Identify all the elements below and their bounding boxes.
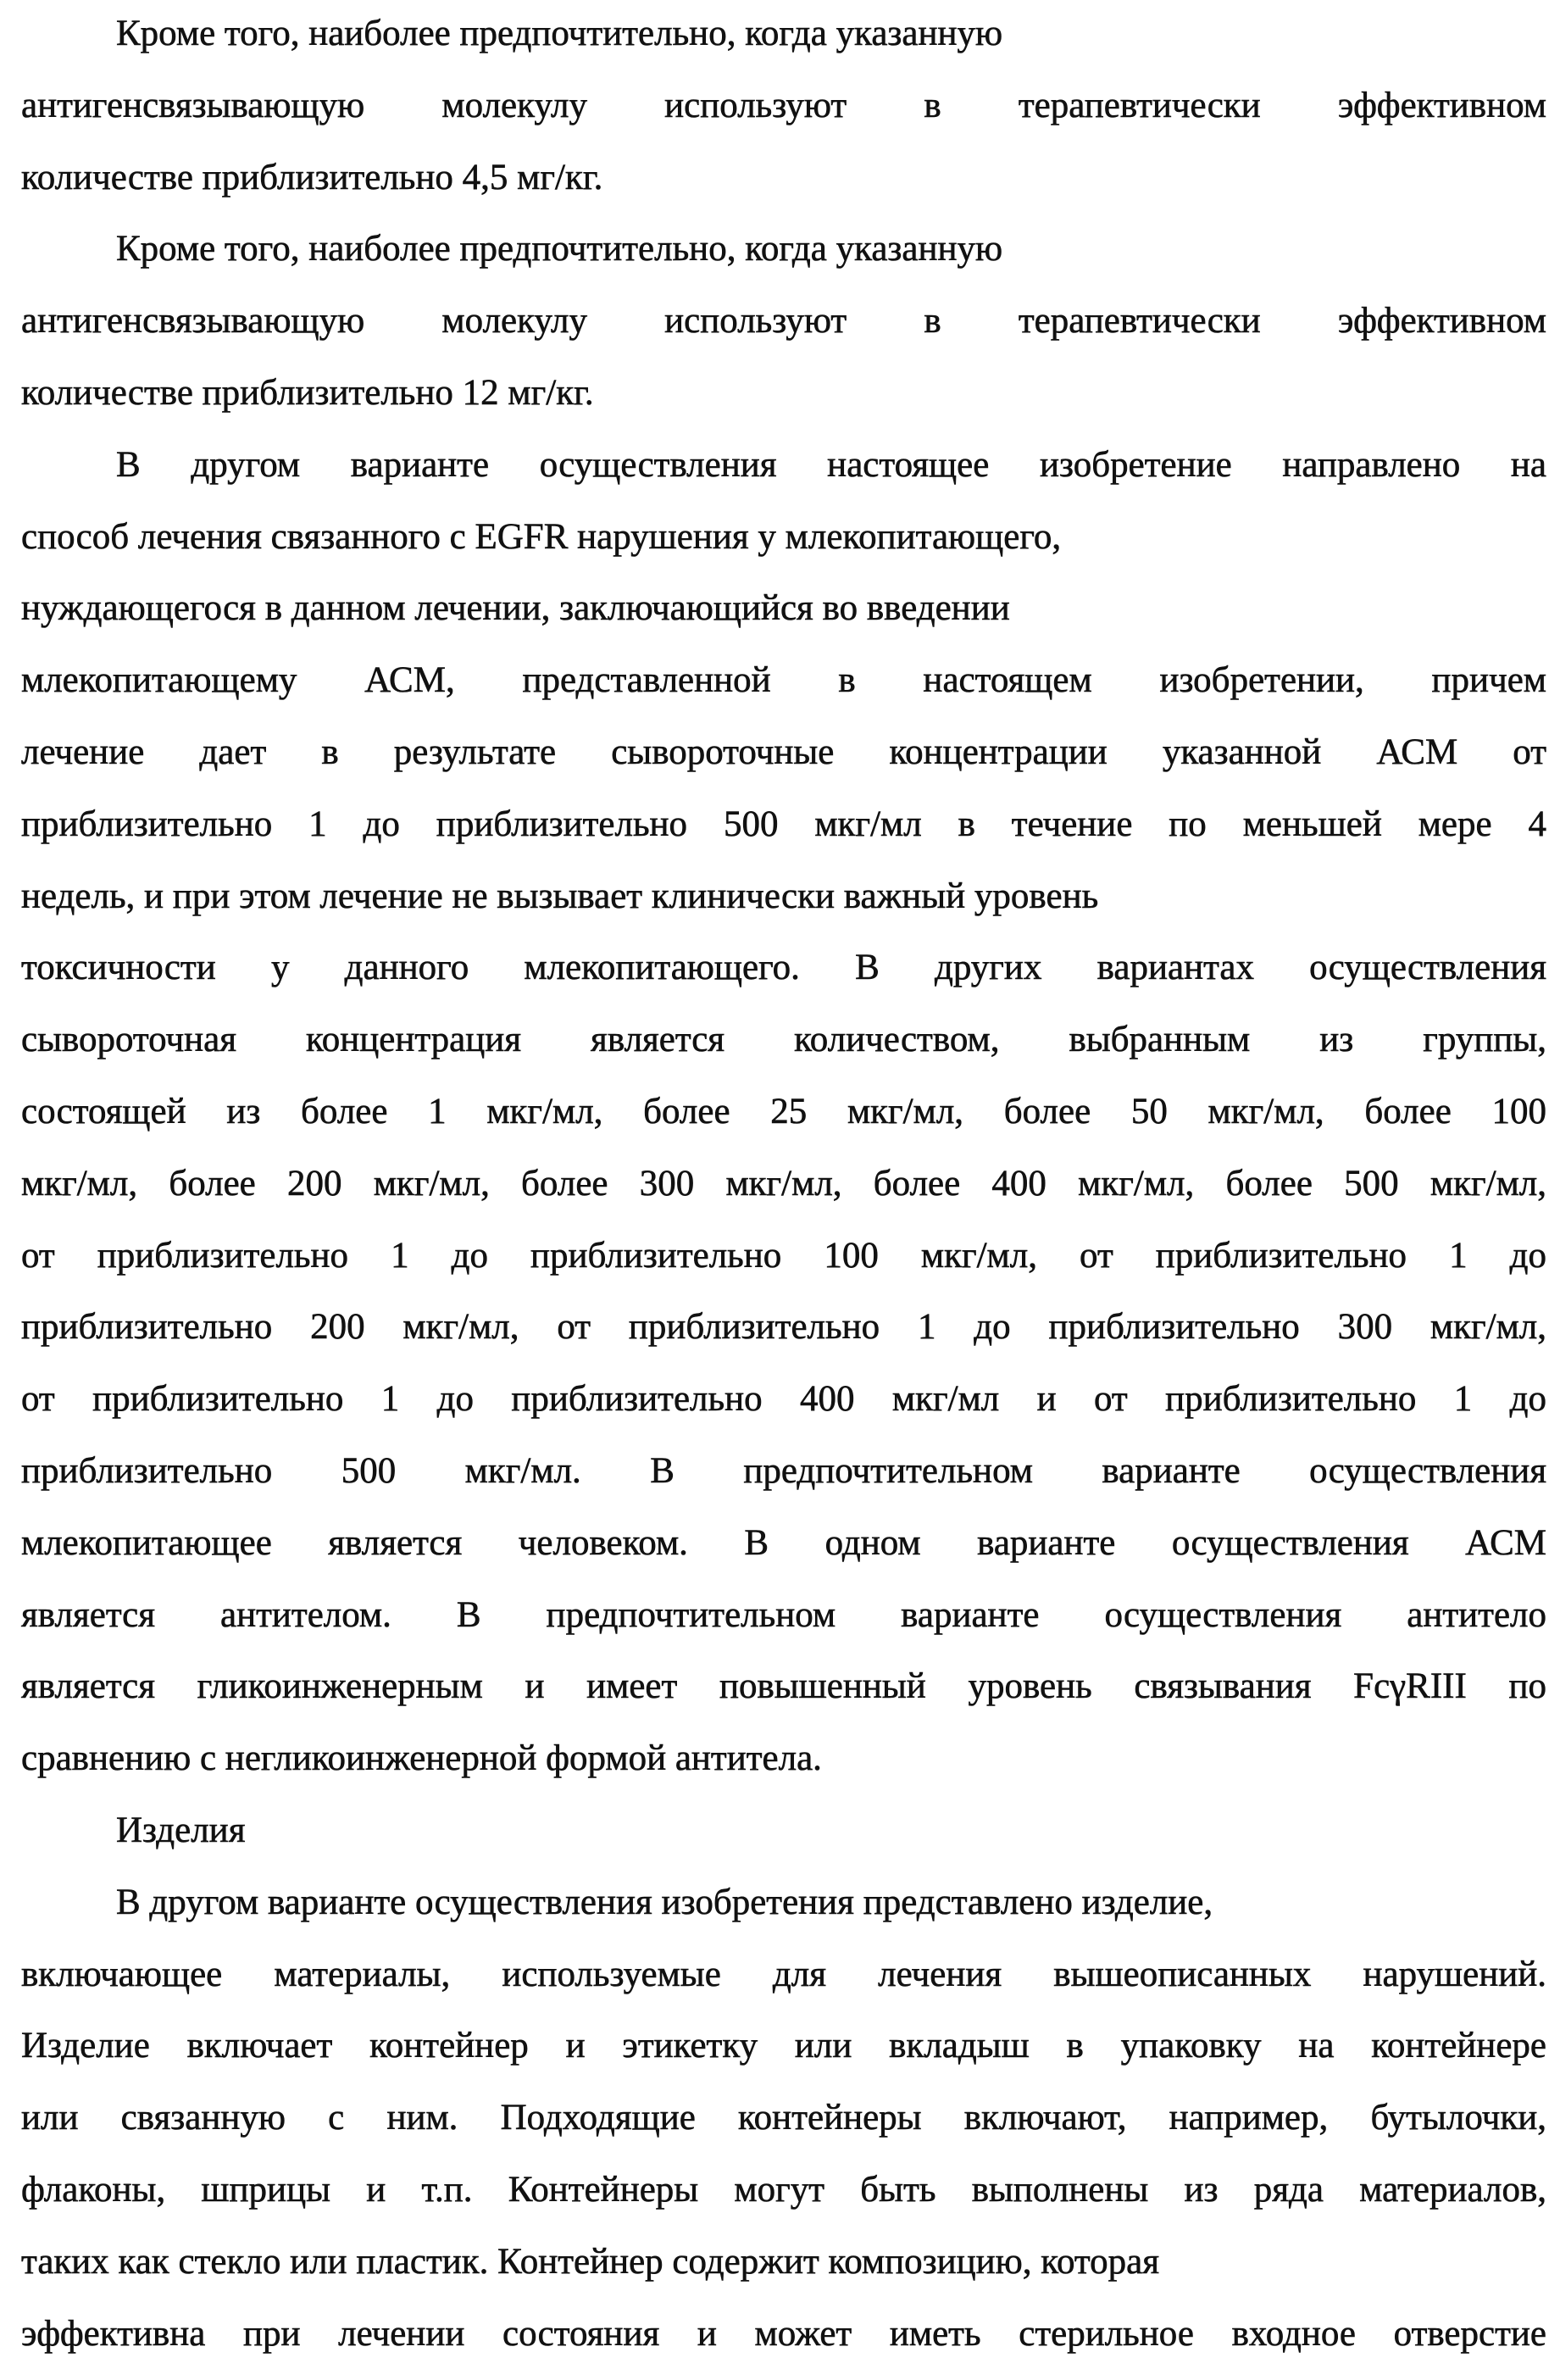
text-line: флаконы, шприцы и т.п. Контейнеры могут быть выполнены из ряда материалов, — [21, 2165, 1546, 2237]
text-line: таких как стекло или пластик. Контейнер содержит композицию, которая — [21, 2237, 1546, 2309]
text-line: Кроме того, наиболее предпочтительно, когда указанную — [21, 224, 1546, 296]
text-line: Изделие включает контейнер и этикетку или вкладыш в упаковку на контейнере — [21, 2021, 1546, 2093]
text-line: сравнению с негликоинженерной формой антитела. — [21, 1733, 1546, 1805]
text-line: приблизительно 1 до приблизительно 500 мкг/мл в течение по меньшей мере 4 — [21, 799, 1546, 871]
text-line: количестве приблизительно 4,5 мг/кг. — [21, 153, 1546, 225]
text-line: эффективна при лечении состояния и может иметь стерильное входное отверстие — [21, 2309, 1546, 2380]
text-line: является антителом. В предпочтительном варианте осуществления антитело — [21, 1590, 1546, 1662]
text-line: лечение дает в результате сывороточные концентрации указанной АСМ от — [21, 727, 1546, 799]
text-line: В другом варианте осуществления изобретения представлено изделие, — [21, 1877, 1546, 1949]
text-line: является гликоинженерным и имеет повышенный уровень связывания FcγRIII по — [21, 1661, 1546, 1733]
section-heading: Изделия — [21, 1805, 1546, 1877]
text-line: состоящей из более 1 мкг/мл, более 25 мкг/мл, более 50 мкг/мл, более 100 — [21, 1087, 1546, 1159]
text-line: способ лечения связанного с EGFR нарушения у млекопитающего, — [21, 512, 1546, 584]
text-line: от приблизительно 1 до приблизительно 100 мкг/мл, от приблизительно 1 до — [21, 1231, 1546, 1303]
text-line: антигенсвязывающую молекулу используют в терапевтически эффективном — [21, 81, 1546, 153]
text-line: токсичности у данного млекопитающего. В других вариантах осуществления — [21, 943, 1546, 1015]
text-line: приблизительно 500 мкг/мл. В предпочтительном варианте осуществления — [21, 1446, 1546, 1518]
text-line: мкг/мл, более 200 мкг/мл, более 300 мкг/мл, более 400 мкг/мл, более 500 мкг/мл, — [21, 1159, 1546, 1231]
text-line: включающее материалы, используемые для лечения вышеописанных нарушений. — [21, 1949, 1546, 2021]
text-line: недель, и при этом лечение не вызывает клинически важный уровень — [21, 871, 1546, 943]
text-line: млекопитающему АСМ, представленной в настоящем изобретении, причем — [21, 655, 1546, 727]
text-line: нуждающегося в данном лечении, заключающийся во введении — [21, 583, 1546, 655]
text-line: или связанную с ним. Подходящие контейнеры включают, например, бутылочки, — [21, 2093, 1546, 2165]
text-line: сывороточная концентрация является количеством, выбранным из группы, — [21, 1015, 1546, 1087]
text-line: количестве приблизительно 12 мг/кг. — [21, 368, 1546, 440]
text-line: от приблизительно 1 до приблизительно 400 мкг/мл и от приблизительно 1 до — [21, 1374, 1546, 1446]
text-line: приблизительно 200 мкг/мл, от приблизительно 1 до приблизительно 300 мкг/мл, — [21, 1302, 1546, 1374]
document-body — [21, 8, 1546, 2380]
text-line: Кроме того, наиболее предпочтительно, когда указанную — [21, 8, 1546, 81]
text-line: антигенсвязывающую молекулу используют в терапевтически эффективном — [21, 296, 1546, 368]
text-line: В другом варианте осуществления настоящее изобретение направлено на — [21, 440, 1546, 512]
text-line: млекопитающее является человеком. В одном варианте осуществления АСМ — [21, 1518, 1546, 1590]
